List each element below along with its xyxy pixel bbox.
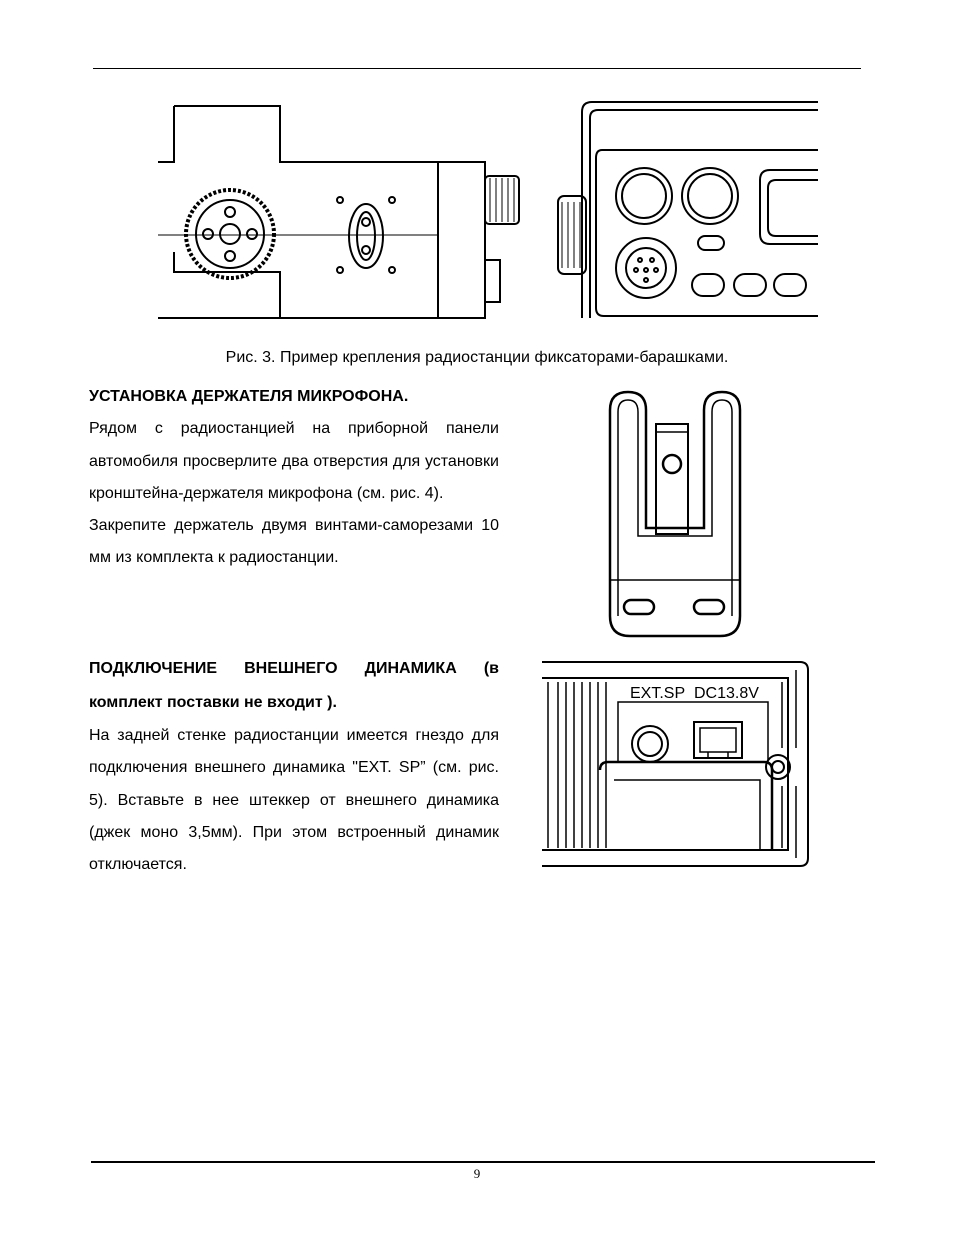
figure-4-mic-bracket (604, 388, 744, 640)
figure-3-caption: Рис. 3. Пример крепления радиостанции фиксаторами-барашками. (225, 349, 729, 366)
header-rule (93, 68, 861, 69)
ext-sp-label: EXT.SP (630, 685, 686, 702)
mic-holder-paragraph-2: Закрепите держатель двумя винтами-саморезами 10 мм из комплекта к радиостанции. (89, 517, 499, 567)
page-number: 9 (473, 1166, 481, 1181)
ext-speaker-heading: ПОДКЛЮЧЕНИЕ ВНЕШНЕГО ДИНАМИКА (в комплект поставки не входит ). (89, 660, 499, 711)
mic-holder-paragraph-1: Рядом с радиостанцией на приборной панели автомобиля просверлите два отверстия для установки кронштейна-держателя микрофона (см. рис. 4). (89, 420, 499, 502)
figure-5-rear-panel (538, 658, 812, 870)
ext-speaker-section (89, 652, 499, 881)
dc-voltage-label: DC13.8V (694, 685, 759, 702)
footer-rule (91, 1161, 875, 1163)
mic-holder-heading: УСТАНОВКА ДЕРЖАТЕЛЯ МИКРОФОНА. (89, 388, 409, 405)
ext-speaker-paragraph: На задней стенке радиостанции имеется гнездо для подключения внешнего динамика "EXT. SP” (см. рис. 5). Вставьте в нее штеккер от внешнего динамика (джек моно 3,5мм). При этом встроенный динамик отключается. (89, 727, 499, 874)
figure-3-mounting-illustration (150, 92, 825, 328)
mic-holder-section (89, 381, 499, 575)
